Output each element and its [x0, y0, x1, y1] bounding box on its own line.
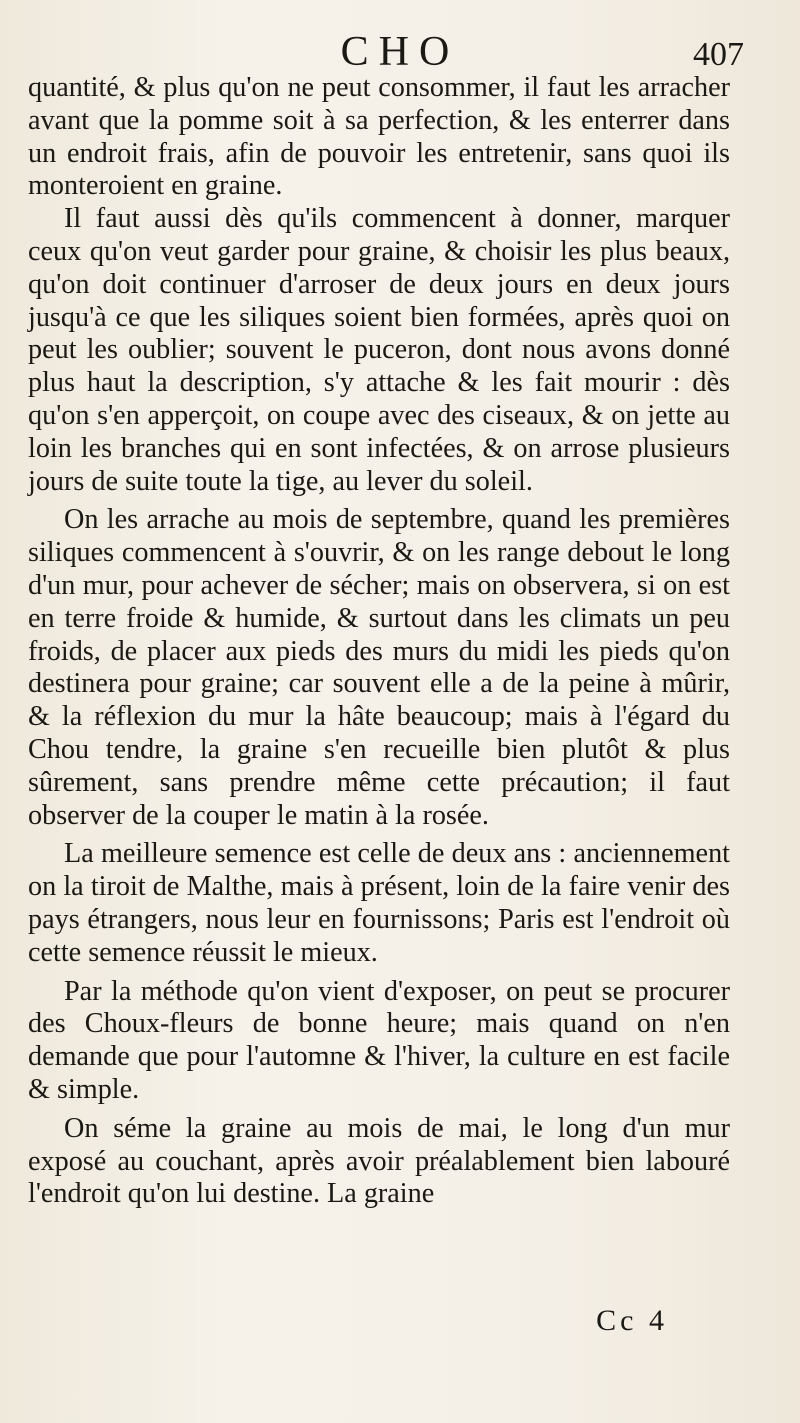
paragraph-method: Par la méthode qu'on vient d'exposer, on peut se procurer des Choux-fleurs de bonne heure; mais quand on n'en demande que pour l'automne & l'hiver, la culture en est facile & simple.	[28, 975, 730, 1105]
running-head: CHO	[340, 29, 460, 75]
signature-mark: Cc 4	[596, 1304, 668, 1337]
paragraph-seed-selection: Il faut aussi dès qu'ils commencent à donner, marquer ceux qu'on veut garder pour graine, & choisir les plus beaux, qu'on doit continuer d'arroser de deux jours en deux jours jusqu'à ce que les siliques soient bien formées, après quoi on peut les oublier; souvent le puceron, dont nous avons donné plus haut la description, s'y attache & les fait mourir : dès qu'on s'en apperçoit, on coupe avec des ciseaux, & on jette au loin les branches qui en sont infectées, & on arrose plusieurs jours de suite toute la tige, au lever du soleil.	[28, 203, 730, 497]
paragraph-continuation: quantité, & plus qu'on ne peut consommer, il faut les arracher avant que la pomme soit à sa perfection, & les enterrer dans un endroit frais, afin de pouvoir les entretenir, sans quoi ils monteroient en graine.	[28, 72, 730, 202]
page-text	[28, 72, 730, 1211]
paragraph-sowing: On séme la graine au mois de mai, le long d'un mur exposé au couchant, après avoir préalablement bien labouré l'endroit qu'on lui destine. La graine	[28, 1112, 730, 1210]
page-number: 407	[693, 36, 744, 73]
paragraph-best-seed: La meilleure semence est celle de deux ans : anciennement on la tiroit de Malthe, mais à présent, loin de la faire venir des pays étrangers, nous leur en fournissons; Paris est l'endroit où cette semence réussit le mieux.	[28, 838, 730, 968]
paragraph-harvest: On les arrache au mois de septembre, quand les premières siliques commencent à s'ouvrir, & on les range debout le long d'un mur, pour achever de sécher; mais on observera, si on est en terre froide & humide, & surtout dans les climats un peu froids, de placer aux pieds des murs du midi les pieds qu'on destinera pour graine; car souvent elle a de la peine à mûrir, & la réflexion du mur la hâte beaucoup; mais à l'égard du Chou tendre, la graine s'en recueille bien plutôt & plus sûrement, sans prendre même cette précaution; il faut observer de la couper le matin à la rosée.	[28, 504, 730, 831]
